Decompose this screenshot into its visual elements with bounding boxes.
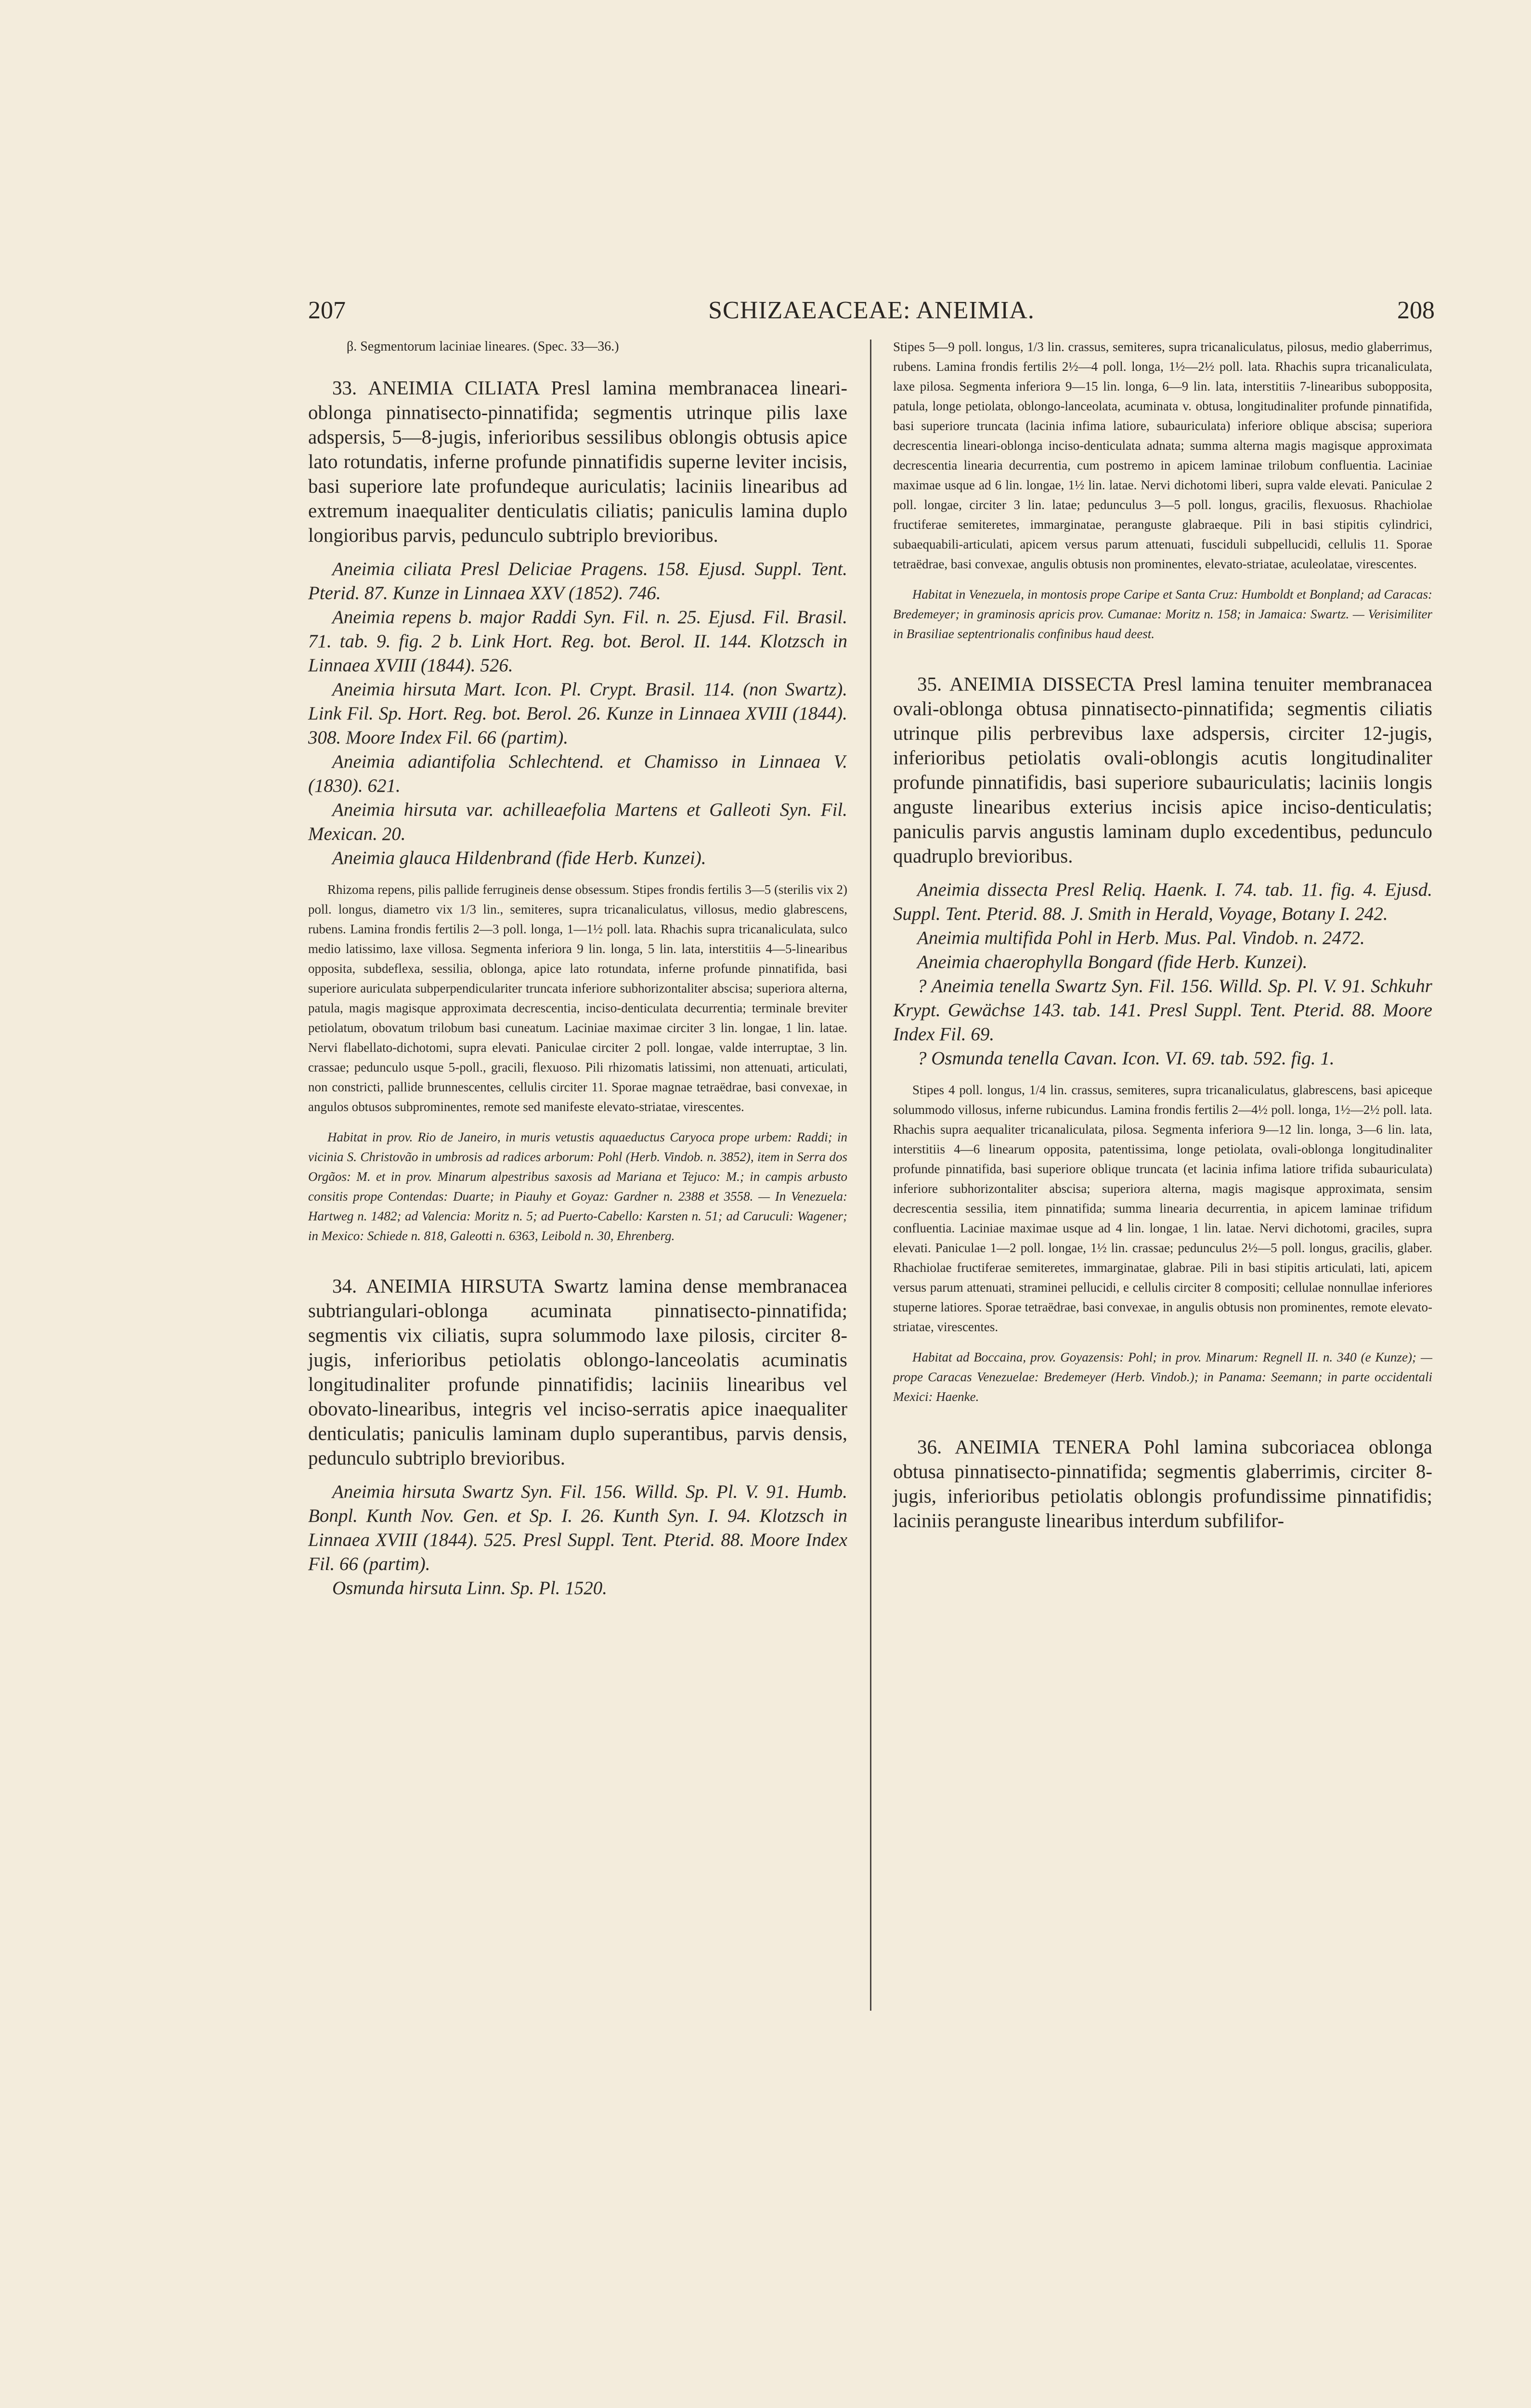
running-title: SCHIZAEACEAE: ANEIMIA. [708,297,1035,324]
left-column [308,337,847,1600]
column-divider [870,340,871,2011]
page-number-right: 208 [1397,297,1435,324]
synonym-entry: Osmunda hirsuta Linn. Sp. Pl. 1520. [332,1578,607,1598]
section-heading-beta: β. Segmentorum laciniae lineares. (Spec. 33—36.) [347,339,619,354]
synonym-entry: Aneimia chaerophylla Bongard (fide Herb. Kunzei). [917,952,1308,972]
species-34-habitat: Habitat in Venezuela, in montosis prope Caripe et Santa Cruz: Humboldt et Bonpland; ad Caracas: Bredemeyer; in graminosis apricis prov. Cumanae: Moritz n. 158; in Jamaica: Swartz. — Verisimiliter in Brasiliae septentrionalis confinibus haud deest. [893,587,1432,641]
species-34-diagnosis: 34. ANEIMIA HIRSUTA Swartz lamina dense membranacea subtriangulari-oblonga acuminata pinnatisecto-pinnatifida; segmentis vix ciliatis, supra solummodo laxe pilosis, circiter 8-jugis, inferioribus petiolatis oblongo-lanceolatis acuminatis longitudinaliter profunde pinnatifidis; laciniis linearibus vel obovato-linearibus, integris vel inciso-serratis apice inaequaliter denticulatis; paniculis laminam duplo superantibus, parvis densis, pedunculo subtriplo brevioribus. [308,1275,847,1469]
synonym-entry: ? Aneimia tenella Swartz Syn. Fil. 156. Willd. Sp. Pl. V. 91. Schkuhr Krypt. Gewächse 143. tab. 141. Presl Suppl. Tent. Pterid. 88. Moore Index Fil. 69. [893,976,1432,1045]
species-35-diagnosis: 35. ANEIMIA DISSECTA Presl lamina tenuiter membranacea ovali-oblonga obtusa pinnatisecto-pinnatifida; segmentis ciliatis utrinque pilis perbrevibus laxe adspersis, circiter 12-jugis, inferioribus petiolatis ovali-oblongis acutis longitudinaliter profunde pinnatifidis, basi superiore subauriculatis; laciniis longis anguste linearibus exterius incisis apice inciso-denticulatis; paniculis parvis angustis laminam duplo excedentibus, pedunculo quadruplo brevioribus. [893,673,1432,867]
species-33-diagnosis: 33. ANEIMIA CILIATA Presl lamina membranacea lineari-oblonga pinnatisecto-pinnatifida; segmentis utrinque pilis laxe adspersis, 5—8-jugis, inferioribus sessilibus oblongis obtusis apice lato rotundatis, inferne profunde pinnatifidis superne leviter incisis, basi superiore late profundeque auriculatis; laciniis linearibus ad extremum inaequaliter denticulatis ciliatis; paniculis lamina duplo longioribus parvis, pedunculo subtriplo brevioribus. [308,377,847,546]
species-35-habitat: Habitat ad Boccaina, prov. Goyazensis: Pohl; in prov. Minarum: Regnell II. n. 340 (e Kunze); — prope Caracas Venezuelae: Bredemeyer (Herb. Vindob.); in Panama: Seemann; in parte occidentali Mexici: Haenke. [893,1350,1432,1404]
running-header [308,296,1435,335]
synonym-entry: Aneimia dissecta Presl Reliq. Haenk. I. 74. tab. 11. fig. 4. Ejusd. Suppl. Tent. Pterid. 88. J. Smith in Herald, Voyage, Botany I. 242. [893,879,1432,924]
right-column [893,337,1432,1533]
synonym-entry: Aneimia hirsuta Mart. Icon. Pl. Crypt. Brasil. 114. (non Swartz). Link Fil. Sp. Hort. Reg. bot. Berol. 26. Kunze in Linnaea XVIII (1844). 308. Moore Index Fil. 66 (partim). [308,679,847,748]
synonym-entry: Aneimia glauca Hildenbrand (fide Herb. Kunzei). [332,848,706,868]
species-36-diagnosis: 36. ANEIMIA TENERA Pohl lamina subcoriacea oblonga obtusa pinnatisecto-pinnatifida; segmentis glaberrimis, circiter 8-jugis, inferioribus petiolatis oblongis profundissime pinnatifidis; laciniis peranguste linearibus interdum subfilifor- [893,1436,1432,1531]
synonym-entry: Aneimia multifida Pohl in Herb. Mus. Pal. Vindob. n. 2472. [917,928,1365,948]
page-number-left: 207 [308,297,346,324]
species-35-description: Stipes 4 poll. longus, 1/4 lin. crassus, semiteres, supra tricanaliculatus, glabrescens, basi apiceque solummodo villosus, inferne rubicundus. Lamina frondis fertilis 2—4½ poll. longa, 1½—2½ poll. lata. Rhachis supra aequaliter tricanaliculata, pilosa. Segmenta inferiora 9—12 lin. longa, 3—6 lin. lata, interstitiis 4—6 linearum opposita, patentissima, longe petiolata, ovali-oblonga longitudinaliter profunde pinnatifida, basi superiore oblique truncata (et lacinia infima latiore trifida subauriculata) inferiore subhorizontaliter abscisa; superiora alterna, magis magisque approximata, sensim decrescentia sessilia, item pinnatifida; summa linearia decurrentia, in apicem laminae trifidum confluentia. Laciniae maximae usque ad 4 lin. longae, 1 lin. latae. Nervi dichotomi, graciles, supra elevati. Paniculae 1—2 poll. longae, 1½ lin. crassae; pedunculus 2½—5 poll. longus, gracilis, glaber. Rhachiolae fructiferae semiteretes, immarginatae, glabrae. Pili in basi stipitis articulati, lati, apicem versus parum attenuati, stramineі pellucidi, e cellulis circiter 8 compositi; cellulae nonnullae inferiores stuperne latiores. Sporae tetraëdrae, basi convexae, in angulis obtusis non prominentes, remote elevato-striatae, virescentes. [893,1083,1432,1334]
synonym-entry: Aneimia repens b. major Raddi Syn. Fil. n. 25. Ejusd. Fil. Brasil. 71. tab. 9. fig. 2 b. Link Hort. Reg. bot. Berol. II. 144. Klotzsch in Linnaea XVIII (1844). 526. [308,607,847,676]
species-34-synonyms [308,1480,847,1600]
species-33-synonyms [308,557,847,870]
species-33-description: Rhizoma repens, pilis pallide ferrugineis dense obsessum. Stipes frondis fertilis 3—5 (sterilis vix 2) poll. longus, diametro vix 1/3 lin., semiteres, supra tricanaliculatus, villosus, medio glabrescens, rubens. Lamina frondis fertilis 2—3 poll. longa, 1—1½ poll. lata. Rhachis supra tricanaliculata, sulco medio latissimo, laxe villosa. Segmenta inferiora 9 lin. longa, 5 lin. lata, interstitiis 4—5-linearibus opposita, subdeflexa, sessilia, oblonga, apice lato rotundata, inferne profunde pinnatifida, basi superiore auriculata subperpendiculariter truncata inferiore subhorizontaliter abscisa; superiora alterna, patula, magis magisque approximata decrescentia, inciso-denticulata decurrentia; terminale breviter petiolatum, obovatum trilobum basi cuneatum. Laciniae maximae circiter 3 lin. longae, 1 lin. latae. Nervi flabellato-dichotomi, supra elevati. Paniculae circiter 2 poll. longae, valde interruptae, 3 lin. crassae; pedunculo usque 5-poll., gracili, flexuoso. Pili rhizomatis latissimi, non attenuati, articulati, non constricti, pallide brunnescentes, cellulis circiter 11. Sporae magnae tetraëdrae, basi convexae, in angulos obtusos subprominentes, remote sed manifeste elevato-striatae, virescentes. [308,882,847,1114]
synonym-entry: Aneimia adiantifolia Schlechtend. et Chamisso in Linnaea V. (1830). 621. [308,751,847,796]
species-34-description: Stipes 5—9 poll. longus, 1/3 lin. crassus, semiteres, supra tricanaliculatus, pilosus, medio glaberrimus, rubens. Lamina frondis fertilis 2½—4 poll. longa, 1½—2½ poll. lata. Rhachis supra tricanaliculata, laxe pilosa. Segmenta inferiora 9—15 lin. longa, 6—9 lin. lata, interstitiis 7-linearibus subopposita, patula, longe petiolata, oblongo-lanceolata, acuminata v. obtusa, longitudinaliter profunde pinnatifida, basi superiore truncata (lacinia infima latiore, subauriculata) inferiore oblique abscisa; superiora decrescentia lineari-oblonga inciso-denticulata adnata; summa alterna magis magisque approximata decrescentia linearia decurrentia, cum postremo in apicem laminae trilobum confluentia. Laciniae maximae usque ad 6 lin. longae, 1½ lin. latae. Nervi dichotomi liberi, supra valde elevati. Paniculae 2 poll. longae, circiter 3 lin. latae; pedunculus 3—5 poll. longus, gracilis, flexuosus. Rhachiolae fructiferae semiteretes, immarginatae, peranguste glabraeque. Pili in basi stipitis cylindrici, subaequabili-articulati, apicem versus parum attenuati, fusciduli subpellucidi, cellulis 11. Sporae tetraëdrae, basi convexae, angulis obtusis non prominentes, elevato-striatae, aculeolatae, virescentes. [893,340,1432,571]
synonym-entry: Aneimia hirsuta Swartz Syn. Fil. 156. Willd. Sp. Pl. V. 91. Humb. Bonpl. Kunth Nov. Gen. et Sp. I. 26. Kunth Syn. I. 94. Klotzsch in Linnaea XVIII (1844). 525. Presl Suppl. Tent. Pterid. 88. Moore Index Fil. 66 (partim). [308,1481,847,1574]
synonym-entry: ? Osmunda tenella Cavan. Icon. VI. 69. tab. 592. fig. 1. [917,1048,1335,1069]
synonym-entry: Aneimia ciliata Presl Deliciae Pragens. 158. Ejusd. Suppl. Tent. Pterid. 87. Kunze in Linnaea XXV (1852). 746. [308,559,847,603]
synonym-entry: Aneimia hirsuta var. achilleaefolia Martens et Galleoti Syn. Fil. Mexican. 20. [308,799,847,844]
species-35-synonyms [893,878,1432,1071]
species-33-habitat: Habitat in prov. Rio de Janeiro, in muris vetustis aquaeductus Caryoca prope urbem: Raddi; in vicinia S. Christovão in umbrosis ad radices arborum: Pohl (Herb. Vindob. n. 3852), item in Serra dos Orgãos: M. et in prov. Minarum alpestribus saxosis ad Mariana et Tejuco: M.; in campis arbusto consitis prope Contendas: Duarte; in Piauhy et Goyaz: Gardner n. 2388 et 3558. — In Venezuela: Hartweg n. 1482; ad Valencia: Moritz n. 5; ad Puerto-Cabello: Karsten n. 51; ad Caruculi: Wagener; in Mexico: Schiede n. 818, Galeotti n. 6363, Leibold n. 30, Ehrenberg. [308,1130,847,1243]
